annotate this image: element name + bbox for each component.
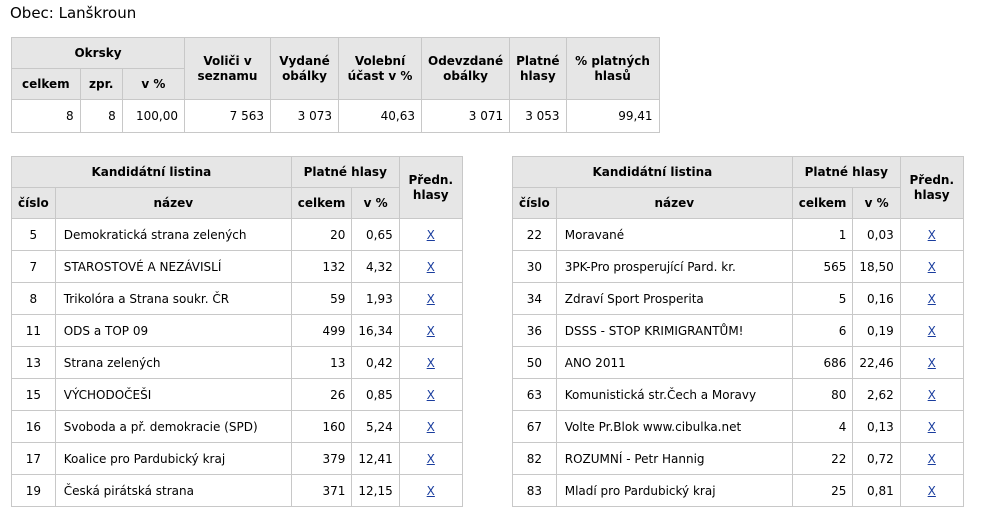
- header-cislo: číslo: [513, 188, 557, 219]
- candidate-name: Strana zelených: [55, 347, 291, 379]
- summary-vydane: 3 073: [271, 100, 339, 133]
- summary-odevzdane: 3 071: [422, 100, 510, 133]
- header-nazev: název: [55, 188, 291, 219]
- candidate-vote-percent: 0,65: [352, 219, 399, 251]
- preferential-votes-cell: [399, 251, 462, 283]
- candidate-row: [513, 315, 964, 347]
- candidate-number: 34: [513, 283, 557, 315]
- preferential-votes-cell: [399, 443, 462, 475]
- candidate-number: 16: [12, 411, 56, 443]
- header-kandidatni-listina: Kandidátní listina: [513, 157, 793, 188]
- preferential-votes-link[interactable]: X: [927, 355, 936, 370]
- candidate-row: [12, 219, 463, 251]
- header-v-pct: v %: [122, 69, 184, 100]
- candidate-row: [12, 379, 463, 411]
- candidate-votes: 4: [792, 411, 853, 443]
- candidate-row: [513, 219, 964, 251]
- summary-row: [12, 100, 660, 133]
- candidate-vote-percent: 0,72: [853, 443, 900, 475]
- preferential-votes-link[interactable]: X: [426, 355, 435, 370]
- candidate-row: [513, 347, 964, 379]
- header-celkem: celkem: [12, 69, 81, 100]
- preferential-votes-cell: [399, 283, 462, 315]
- candidate-vote-percent: 0,16: [853, 283, 900, 315]
- candidate-vote-percent: 2,62: [853, 379, 900, 411]
- candidate-number: 67: [513, 411, 557, 443]
- candidate-votes: 20: [291, 219, 352, 251]
- header-celkem: celkem: [291, 188, 352, 219]
- candidate-votes: 686: [792, 347, 853, 379]
- candidate-vote-percent: 4,32: [352, 251, 399, 283]
- candidate-vote-percent: 0,42: [352, 347, 399, 379]
- candidate-name: DSSS - STOP KRIMIGRANTŮM!: [556, 315, 792, 347]
- header-platne: Platné hlasy: [510, 38, 566, 100]
- candidate-row: [12, 411, 463, 443]
- summary-celkem: 8: [12, 100, 81, 133]
- header-ucast: Volební účast v %: [339, 38, 422, 100]
- header-nazev: název: [556, 188, 792, 219]
- preferential-votes-cell: [900, 379, 963, 411]
- candidate-number: 13: [12, 347, 56, 379]
- header-zpr: zpr.: [80, 69, 122, 100]
- candidate-row: [12, 443, 463, 475]
- candidate-vote-percent: 22,46: [853, 347, 900, 379]
- candidate-number: 63: [513, 379, 557, 411]
- candidate-number: 50: [513, 347, 557, 379]
- preferential-votes-cell: [399, 347, 462, 379]
- candidate-vote-percent: 5,24: [352, 411, 399, 443]
- preferential-votes-link[interactable]: X: [426, 387, 435, 402]
- header-platne-hlasy: Platné hlasy: [291, 157, 399, 188]
- header-odevzdane: Odevzdané obálky: [422, 38, 510, 100]
- candidate-vote-percent: 12,15: [352, 475, 399, 507]
- candidate-name: Svoboda a př. demokracie (SPD): [55, 411, 291, 443]
- preferential-votes-cell: [900, 219, 963, 251]
- candidate-table-right: [512, 156, 964, 507]
- summary-zpr: 8: [80, 100, 122, 133]
- candidate-votes: 371: [291, 475, 352, 507]
- preferential-votes-link[interactable]: X: [927, 323, 936, 338]
- candidate-number: 11: [12, 315, 56, 347]
- header-okrsky: Okrsky: [12, 38, 185, 69]
- candidate-votes: 13: [291, 347, 352, 379]
- preferential-votes-link[interactable]: X: [927, 291, 936, 306]
- header-v-pct: v %: [352, 188, 399, 219]
- preferential-votes-link[interactable]: X: [927, 387, 936, 402]
- preferential-votes-cell: [399, 411, 462, 443]
- candidate-row: [12, 283, 463, 315]
- candidate-votes: 565: [792, 251, 853, 283]
- preferential-votes-link[interactable]: X: [426, 291, 435, 306]
- candidate-votes: 160: [291, 411, 352, 443]
- preferential-votes-cell: [900, 475, 963, 507]
- candidate-row: [12, 475, 463, 507]
- candidate-vote-percent: 0,13: [853, 411, 900, 443]
- candidate-row: [513, 379, 964, 411]
- candidate-name: Mladí pro Pardubický kraj: [556, 475, 792, 507]
- candidate-votes: 59: [291, 283, 352, 315]
- summary-table: [11, 37, 660, 133]
- candidate-name: Česká pirátská strana: [55, 475, 291, 507]
- header-platne-hlasy: Platné hlasy: [792, 157, 900, 188]
- candidate-vote-percent: 12,41: [352, 443, 399, 475]
- candidate-votes: 379: [291, 443, 352, 475]
- candidate-name: Trikolóra a Strana soukr. ČR: [55, 283, 291, 315]
- preferential-votes-cell: [399, 219, 462, 251]
- summary-platne: 3 053: [510, 100, 566, 133]
- preferential-votes-cell: [399, 379, 462, 411]
- candidate-row: [12, 315, 463, 347]
- candidate-votes: 499: [291, 315, 352, 347]
- preferential-votes-cell: [900, 315, 963, 347]
- header-cislo: číslo: [12, 188, 56, 219]
- preferential-votes-link[interactable]: X: [927, 419, 936, 434]
- candidate-number: 22: [513, 219, 557, 251]
- preferential-votes-link[interactable]: X: [426, 259, 435, 274]
- preferential-votes-cell: [900, 251, 963, 283]
- summary-v-pct: 100,00: [122, 100, 184, 133]
- preferential-votes-link[interactable]: X: [927, 483, 936, 498]
- preferential-votes-cell: [900, 347, 963, 379]
- candidate-vote-percent: 0,03: [853, 219, 900, 251]
- candidate-row: [513, 251, 964, 283]
- candidate-row: [12, 251, 463, 283]
- candidate-row: [513, 283, 964, 315]
- header-predn-hlasy: Předn. hlasy: [900, 157, 963, 219]
- candidate-number: 19: [12, 475, 56, 507]
- candidate-vote-percent: 0,81: [853, 475, 900, 507]
- candidate-name: ANO 2011: [556, 347, 792, 379]
- candidate-name: 3PK-Pro prosperující Pard. kr.: [556, 251, 792, 283]
- candidate-number: 83: [513, 475, 557, 507]
- candidate-votes: 22: [792, 443, 853, 475]
- candidate-name: Demokratická strana zelených: [55, 219, 291, 251]
- candidate-votes: 80: [792, 379, 853, 411]
- preferential-votes-cell: [900, 411, 963, 443]
- candidate-number: 15: [12, 379, 56, 411]
- candidate-vote-percent: 0,85: [352, 379, 399, 411]
- candidate-number: 5: [12, 219, 56, 251]
- preferential-votes-cell: [900, 443, 963, 475]
- candidate-row: [513, 443, 964, 475]
- summary-ucast: 40,63: [339, 100, 422, 133]
- candidate-name: Koalice pro Pardubický kraj: [55, 443, 291, 475]
- candidate-vote-percent: 0,19: [853, 315, 900, 347]
- preferential-votes-link[interactable]: X: [927, 227, 936, 242]
- preferential-votes-cell: [399, 315, 462, 347]
- candidate-number: 17: [12, 443, 56, 475]
- preferential-votes-link[interactable]: X: [927, 259, 936, 274]
- preferential-votes-cell: [399, 475, 462, 507]
- preferential-votes-link[interactable]: X: [426, 451, 435, 466]
- candidate-number: 7: [12, 251, 56, 283]
- candidate-row: [513, 475, 964, 507]
- candidate-name: Komunistická str.Čech a Moravy: [556, 379, 792, 411]
- candidate-number: 8: [12, 283, 56, 315]
- candidate-name: STAROSTOVÉ A NEZÁVISLÍ: [55, 251, 291, 283]
- candidate-name: Moravané: [556, 219, 792, 251]
- candidate-name: ODS a TOP 09: [55, 315, 291, 347]
- header-v-pct: v %: [853, 188, 900, 219]
- header-predn-hlasy: Předn. hlasy: [399, 157, 462, 219]
- candidate-vote-percent: 16,34: [352, 315, 399, 347]
- header-celkem: celkem: [792, 188, 853, 219]
- candidate-votes: 25: [792, 475, 853, 507]
- candidate-votes: 132: [291, 251, 352, 283]
- candidate-votes: 6: [792, 315, 853, 347]
- candidate-number: 30: [513, 251, 557, 283]
- candidate-row: [12, 347, 463, 379]
- header-kandidatni-listina: Kandidátní listina: [12, 157, 292, 188]
- header-pct-platnych: % platných hlasů: [566, 38, 659, 100]
- preferential-votes-link[interactable]: X: [426, 419, 435, 434]
- candidate-vote-percent: 1,93: [352, 283, 399, 315]
- candidate-name: VÝCHODOČEŠI: [55, 379, 291, 411]
- candidate-name: ROZUMNÍ - Petr Hannig: [556, 443, 792, 475]
- candidate-votes: 1: [792, 219, 853, 251]
- preferential-votes-link[interactable]: X: [426, 323, 435, 338]
- preferential-votes-link[interactable]: X: [927, 451, 936, 466]
- preferential-votes-cell: [900, 283, 963, 315]
- candidate-votes: 26: [291, 379, 352, 411]
- preferential-votes-link[interactable]: X: [426, 227, 435, 242]
- candidate-row: [513, 411, 964, 443]
- candidate-votes: 5: [792, 283, 853, 315]
- page-title: Obec: Lanškroun: [10, 4, 137, 22]
- candidate-table-left: [11, 156, 463, 507]
- summary-volici: 7 563: [185, 100, 271, 133]
- candidate-name: Zdraví Sport Prosperita: [556, 283, 792, 315]
- header-volici: Voliči v seznamu: [185, 38, 271, 100]
- candidate-name: Volte Pr.Blok www.cibulka.net: [556, 411, 792, 443]
- header-vydane: Vydané obálky: [271, 38, 339, 100]
- candidate-vote-percent: 18,50: [853, 251, 900, 283]
- candidate-number: 36: [513, 315, 557, 347]
- summary-pct-platnych: 99,41: [566, 100, 659, 133]
- preferential-votes-link[interactable]: X: [426, 483, 435, 498]
- candidate-number: 82: [513, 443, 557, 475]
